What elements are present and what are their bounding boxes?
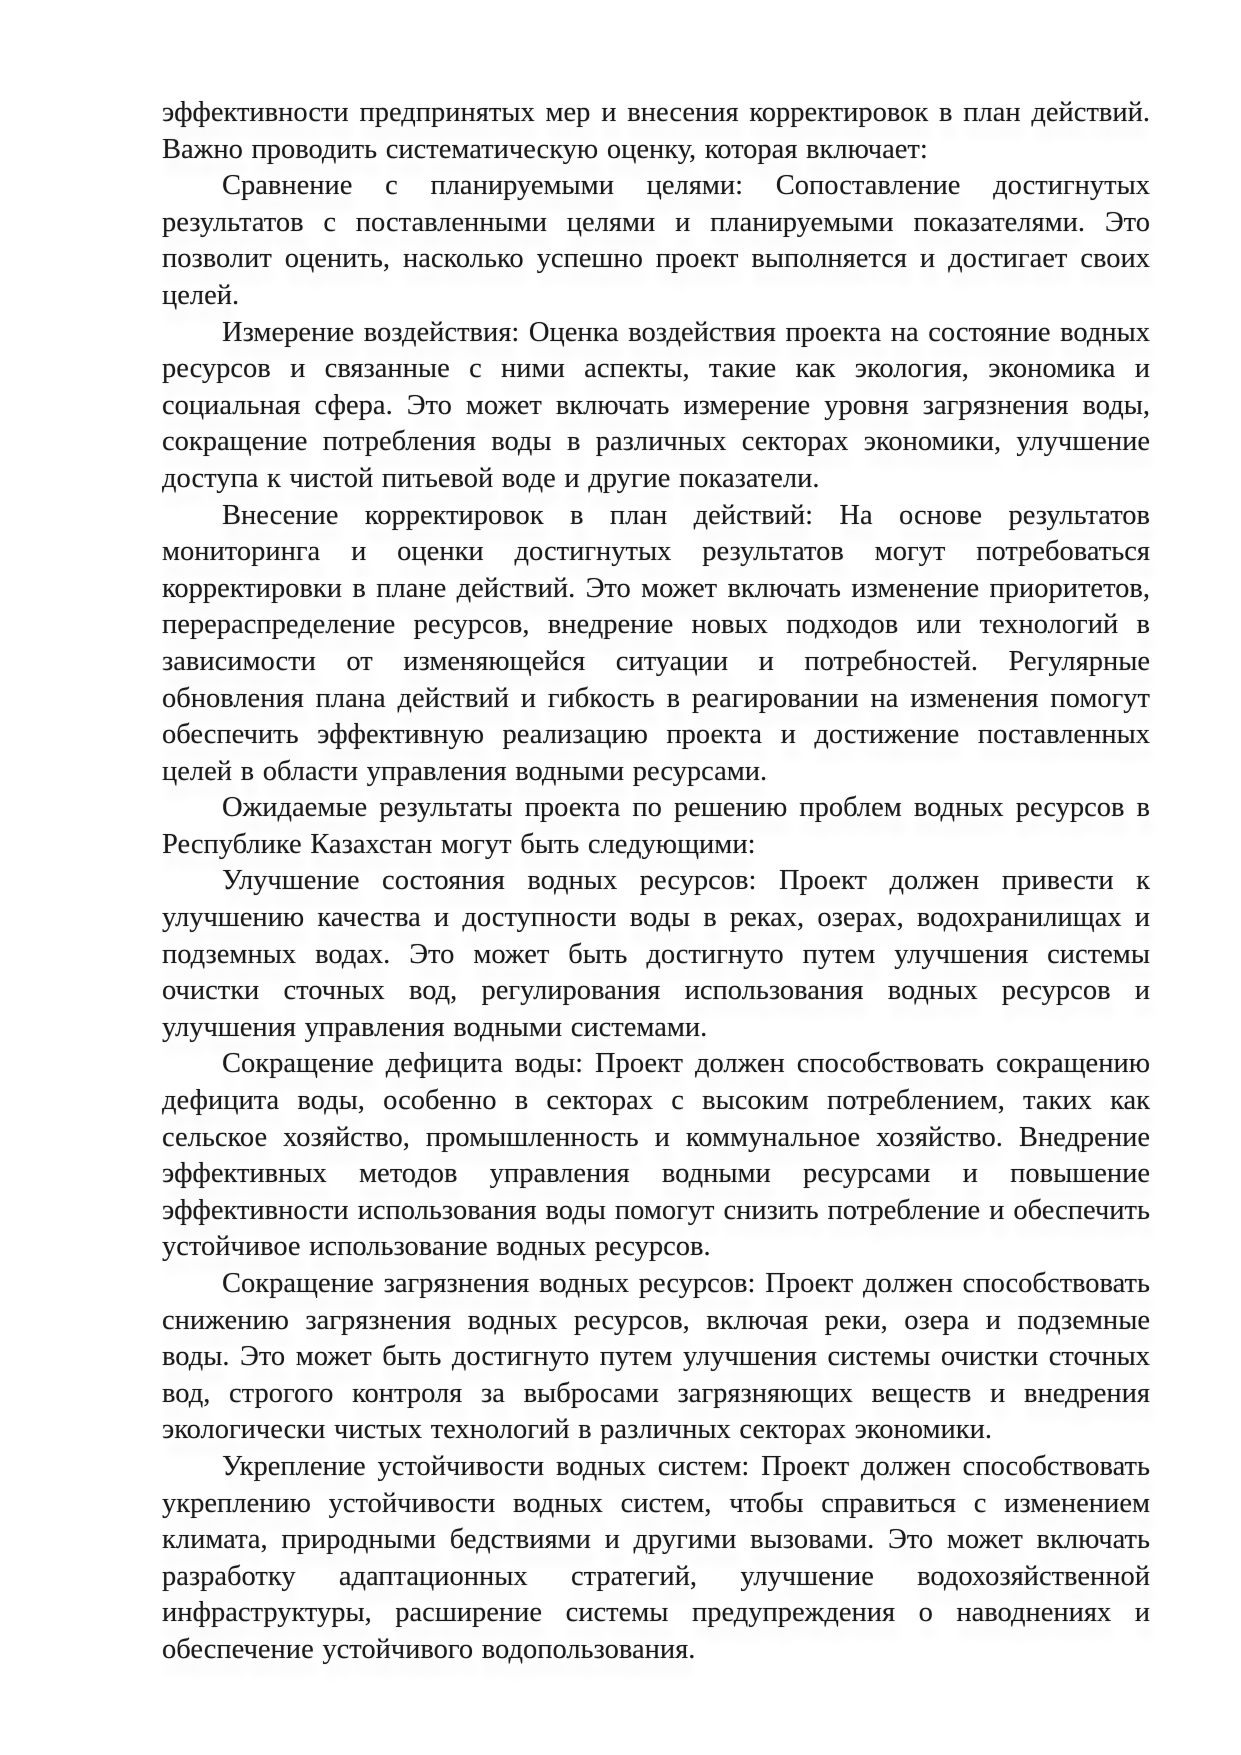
paragraph: Измерение воздействия: Оценка воздействия проекта на состояние водных ресурсов и связанные с ними аспекты, такие как экология, экономика и социальная сфера. Это может включать измерение уровня загрязнения воды, сокращение потребления воды в различных секторах экономики, улучшение доступа к чистой питьевой воде и другие показатели.: [162, 316, 1150, 494]
paragraph: Ожидаемые результаты проекта по решению проблем водных ресурсов в Республике Казахстан могут быть следующими:: [162, 792, 1150, 860]
document-page: [162, 95, 1150, 1669]
paragraph: Укрепление устойчивости водных систем: Проект должен способствовать укреплению устойчивости водных систем, чтобы справиться с изменением климата, природными бедствиями и другими вызовами. Это может включать разработку адаптационных стратегий, улучшение водохозяйственной инфраструктуры, расширение системы предупреждения о наводнениях и обеспечение устойчивого водопользования.: [162, 1450, 1150, 1665]
paragraph: Улучшение состояния водных ресурсов: Проект должен привести к улучшению качества и доступности воды в реках, озерах, водохранилищах и подземных водах. Это может быть достигнуто путем улучшения системы очистки сточных вод, регулирования использования водных ресурсов и улучшения управления водными системами.: [162, 865, 1150, 1043]
paragraph: эффективности предпринятых мер и внесения корректировок в план действий. Важно проводить систематическую оценку, которая включает:: [162, 97, 1150, 165]
paragraph: Сравнение с планируемыми целями: Сопоставление достигнутых результатов с поставленными целями и планируемыми показателями. Это позволит оценить, насколько успешно проект выполняется и достигает своих целей.: [162, 170, 1150, 311]
paragraph: Сокращение загрязнения водных ресурсов: Проект должен способствовать снижению загрязнения водных ресурсов, включая реки, озера и подземные воды. Это может быть достигнуто путем улучшения системы очистки сточных вод, строгого контроля за выбросами загрязняющих веществ и внедрения экологически чистых технологий в различных секторах экономики.: [162, 1268, 1150, 1446]
paragraph: Сокращение дефицита воды: Проект должен способствовать сокращению дефицита воды, особенно в секторах с высоким потреблением, таких как сельское хозяйство, промышленность и коммунальное хозяйство. Внедрение эффективных методов управления водными ресурсами и повышение эффективности использования воды помогут снизить потребление и обеспечить устойчивое использование водных ресурсов.: [162, 1048, 1150, 1263]
paragraph: Внесение корректировок в план действий: На основе результатов мониторинга и оценки достигнутых результатов могут потребоваться корректировки в плане действий. Это может включать изменение приоритетов, перераспределение ресурсов, внедрение новых подходов или технологий в зависимости от изменяющейся ситуации и потребностей. Регулярные обновления плана действий и гибкость в реагировании на изменения помогут обеспечить эффективную реализацию проекта и достижение поставленных целей в области управления водными ресурсами.: [162, 499, 1150, 787]
